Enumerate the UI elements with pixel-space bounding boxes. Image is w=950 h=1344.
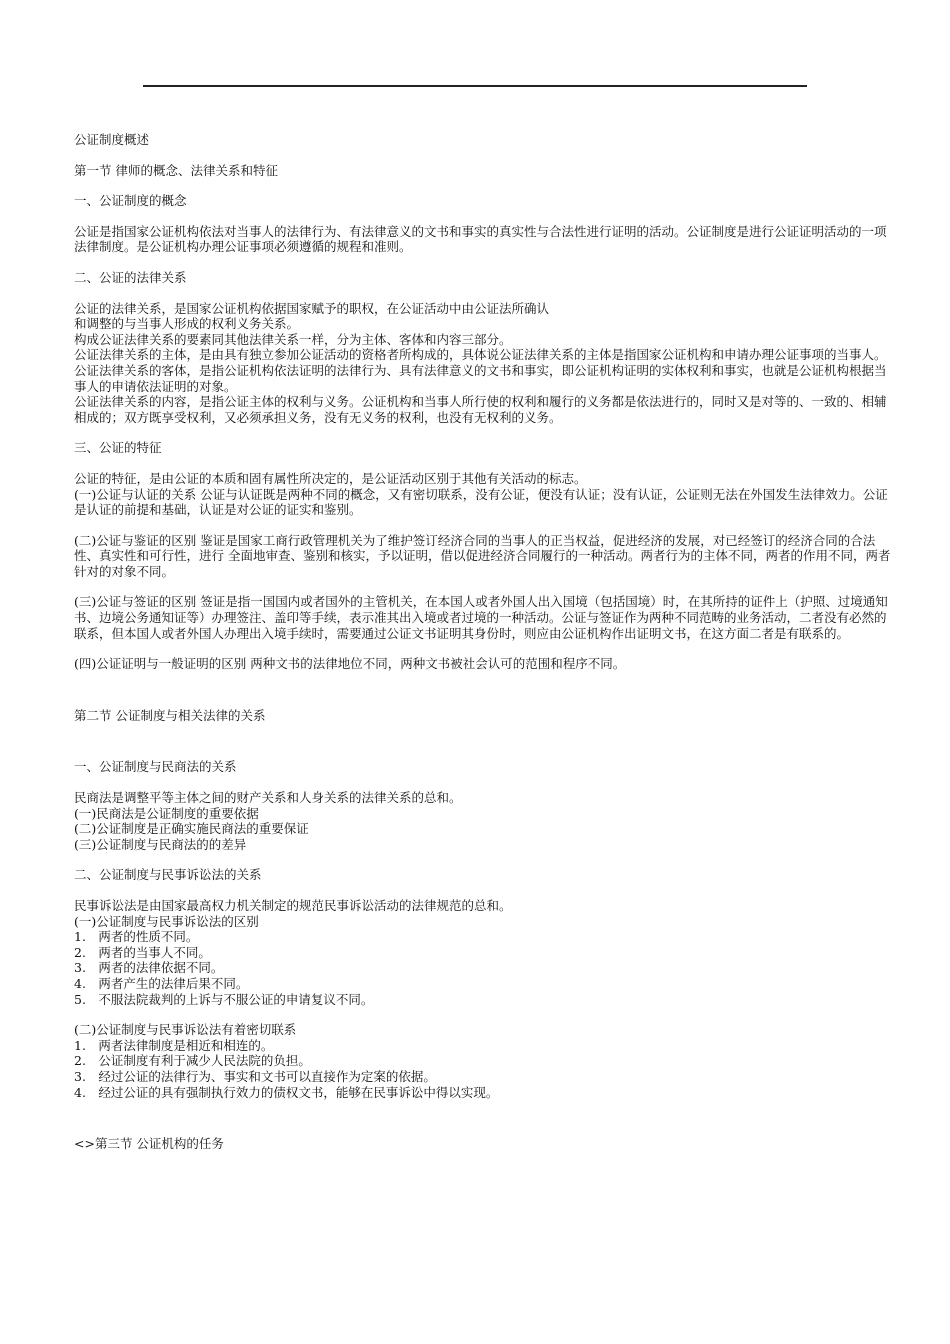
concept-paragraph: 公证是指国家公证机构依法对当事人的法律行为、有法律意义的文书和事实的真实性与合法性进行证明的活动。公证制度是进行公证证明活动的一项法律制度。是公证机构办理公证事项必须遵循的规程和准则。	[74, 223, 887, 255]
civil-law-line: (一)民商法是公证制度的重要依据	[74, 805, 259, 821]
connection-item: 2. 公证制度有利于减少人民法院的负担。	[74, 1053, 311, 1069]
civil-procedure-intro: 民事诉讼法是由国家最高权力机关制定的规范民事诉讼活动的法律规范的总和。	[74, 898, 512, 913]
difference-item: 4. 两者产生的法律后果不同。	[74, 975, 249, 991]
civil-law-line: 民商法是调整平等主体之间的财产关系和人身关系的法律关系的总和。	[74, 790, 462, 806]
section2-heading: 第二节 公证制度与相关法律的关系	[74, 707, 266, 723]
civil-law-line: (三)公证制度与民商法的的差异	[74, 836, 247, 852]
difference-item: 5. 不服法院裁判的上诉与不服公证的申请复议不同。	[74, 991, 374, 1007]
feature-paragraph: (一)公证与认证的关系 公证与认证既是两种不同的概念，又有密切联系，没有公证，便没有认证；没有认证，公证则无法在外国发生法律效力。公证是认证的前提和基础，认证是对公证的证实和鉴别。	[74, 486, 888, 518]
section1-heading: 第一节 律师的概念、法律关系和特征	[74, 162, 278, 178]
legal-relation-line: 和调整的与当事人形成的权利义务关系。	[74, 316, 300, 332]
difference-item: 3. 两者的法律依据不同。	[74, 960, 224, 976]
feature-paragraph: (二)公证与鉴证的区别 鉴证是国家工商行政管理机关为了维护签订经济合同的当事人的正当权益，促进经济的发展，对已经签订的经济合同的合法性、真实性和可行性，进行 全面地审查、鉴别和核实，予以证明，借以促进经济合同履行的一种活动。两者行为的主体不同，两者的作用不同，两者针对的对象不同。	[74, 532, 891, 579]
header-rule	[143, 85, 807, 87]
legal-relation-line: 构成公证法律关系的要素同其他法律关系一样，分为主体、客体和内容三部分。	[74, 331, 512, 347]
feature-paragraph: (四)公证证明与一般证明的区别 两种文书的法律地位不同，两种文书被社会认可的范围和程序不同。	[74, 656, 626, 672]
section2-sub1-heading: 一、公证制度与民商法的关系	[74, 759, 237, 775]
connection-item: 3. 经过公证的法律行为、事实和文书可以直接作为定案的依据。	[74, 1068, 436, 1084]
legal-relation-line: 公证法律关系的主体，是由具有独立参加公证活动的资格者所构成的，具体说公证法律关系的主体是指国家公证机构和申请办理公证事项的当事人。	[74, 347, 887, 363]
section2-sub2-heading: 二、公证制度与民事诉讼法的关系	[74, 867, 262, 883]
connections-heading: (二)公证制度与民事诉讼法有着密切联系	[74, 1022, 297, 1038]
section3-heading: <>第三节 公证机构的任务	[74, 1136, 224, 1152]
civil-law-line: (二)公证制度是正确实施民商法的重要保证	[74, 821, 309, 837]
differences-heading: (一)公证制度与民事诉讼法的区别	[74, 913, 259, 929]
legal-relation-line: 公证法律关系的客体，是指公证机构依法证明的法律行为、具有法律意义的文书和事实，即公证机构证明的实体权利和事实，也就是公证机构根据当事人的申请依法证明的对象。	[74, 362, 887, 394]
document-title: 公证制度概述	[74, 132, 150, 147]
legal-relation-line: 公证法律关系的内容，是指公证主体的权利与义务。公证机构和当事人所行使的权利和履行的义务都是依法进行的，同时又是对等的、一致的、相辅相成的；双方既享受权利，又必须承担义务，没有无义务的权利，也没有无权利的义务。	[74, 394, 887, 425]
legal-relation-line: 公证的法律关系，是国家公证机构依据国家赋予的职权，在公证活动中由公证法所确认	[74, 300, 550, 316]
section1-sub2-heading: 二、公证的法律关系	[74, 269, 187, 285]
document-body	[74, 132, 892, 1152]
features-intro: 公证的特征，是由公证的本质和固有属性所决定的，是公证活动区别于其他有关活动的标志。	[74, 470, 587, 486]
difference-item: 1. 两者的性质不同。	[74, 929, 199, 945]
connection-item: 1. 两者法律制度是相近和相连的。	[74, 1037, 274, 1053]
difference-item: 2. 两者的当事人不同。	[74, 944, 211, 960]
section1-sub1-heading: 一、公证制度的概念	[74, 193, 187, 209]
connection-item: 4. 经过公证的具有强制执行效力的债权文书，能够在民事诉讼中得以实现。	[74, 1084, 499, 1100]
section1-sub3-heading: 三、公证的特征	[74, 440, 162, 456]
feature-paragraph: (三)公证与签证的区别 签证是指一国国内或者国外的主管机关，在本国人或者外国人出入国境（包括国境）时，在其所持的证件上（护照、过境通知书、边境公务通知证等）办理签注、盖印等手续，表示准其出入境或者过境的一种活动。公证与签证作为两种不同范畴的业务活动，二者没有必然的联系，但本国人或者外国人办理出入境手续时，需要通过公证文书证明其身份时，则应由公证机构作出证明文书，在这方面二者是有联系的。	[74, 594, 888, 641]
